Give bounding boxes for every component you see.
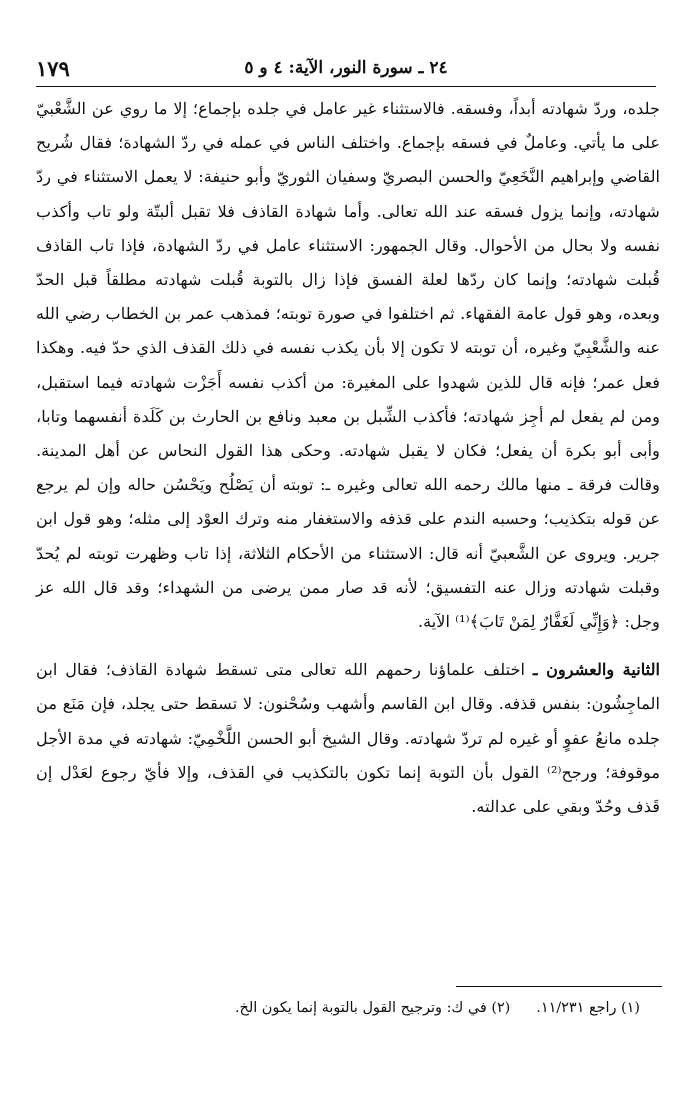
- page-header: [36, 56, 656, 87]
- paragraph-1: جلده، وردّ شهادته أبداً، وفسقه. فالاستثناء غير عامل في جلده بإجماع؛ إلا ما روي عن الشَّعْبيّ على ما يأتي. وعاملٌ في فسقه بإجماع. واختلف الناس في عمله في ردّ الشهادة؛ فقال شُريح القاضي وإبراهيم النَّخَعِيّ والحسن البصريّ وسفيان الثوريّ وأبو حنيفة: لا يعمل الاستثناء في ردّ شهادته، وإنما يزول فسقه عند الله تعالى. وأما شهادة القاذف فلا تقبل ألبتّة ولو تاب وأكذب نفسه ولا بحال من الأحوال. وقال الجمهور: الاستثناء عامل في ردّ الشهادة، فإذا تاب القاذف قُبلت شهادته؛ وإنما كان ردّها لعلة الفسق فإذا زال بالتوبة قُبلت شهادته مطلقاً قبل الحدّ وبعده، وهو قول عامة الفقهاء. ثم اختلفوا في صورة توبته؛ فمذهب عمر بن الخطاب رضي الله عنه والشَّعْبِيّ وغيره، أن توبته لا تكون إلا بأن يكذب نفسه في ذلك القذف الذي حدّ فيه. وهكذا فعل عمر؛ فإنه قال للذين شهدوا على المغيرة: من أكذب نفسه أَجَزْت شهادته فيما استقبل، ومن لم يفعل لم أجِز شهادته؛ فأكذب الشِّبل بن معبد ونافع بن الحارث بن كَلَدة أنفسهما وتابا، وأبى أبو بكرة أن يفعل؛ فكان لا يقبل شهادته. وحكى هذا القول النحاس عن أهل المدينة. وقالت فرقة ـ منها مالك رحمه الله تعالى وغيره ـ: توبته أن يَصْلُح ويَحْسُن حاله وإن لم يرجع عن قوله بتكذيب؛ وحسبه الندم على قذفه والاستغفار منه وترك العوْد إلى مثله؛ وهو قول ابن جرير. ويروى عن الشَّعبيّ أنه قال: الاستثناء من الأحكام الثلاثة، إذا تاب وظهرت توبته لم يُحدّ وقبلت شهادته وزال عنه التفسيق؛ لأنه قد صار ممن يرضى من الشهداء؛ وقد قال الله عز وجل: ﴿وَإِنِّي لَغَفَّارٌ لِمَنْ تَابَ﴾⁽¹⁾ الآية.: [36, 99, 660, 632]
- page-number: ١٧٩: [36, 56, 70, 81]
- footnote-separator: [456, 986, 662, 987]
- footnotes: [36, 1000, 640, 1016]
- paragraph-2-text: اختلف علماؤنا رحمهم الله تعالى متى تسقط شهادة القاذف؛ فقال ابن الماجِشُون: بنفس قذفه. وقال ابن القاسم وأشهب وسُحْنون: لا تسقط حتى يجلد، فإن مَنَع من جلده مانعُ عفوٍ أو غيره لم تردّ شهادته. وقال الشيخ أبو الحسن اللَّخْمِيّ: شهادته في مدة الأجل موقوفة؛ ورجح⁽²⁾ القول بأن التوبة إنما تكون بالتكذيب في القذف، وإلا فأيّ رجوع لعَدْل إن قَذف وحُدّ وبقي على عدالته.: [36, 660, 660, 817]
- section-heading: الثانية والعشرون ـ: [532, 660, 660, 680]
- running-title: ٢٤ ـ سورة النور، الآية: ٤ و ٥: [244, 58, 448, 78]
- body-text: [36, 92, 660, 824]
- footnote-2: (٢) في ك: وترجيح القول بالتوبة إنما يكون الخ.: [234, 1000, 511, 1016]
- footnote-1: (١) راجع ١١/٢٣١.: [536, 1000, 640, 1016]
- paragraph-2: [36, 653, 660, 824]
